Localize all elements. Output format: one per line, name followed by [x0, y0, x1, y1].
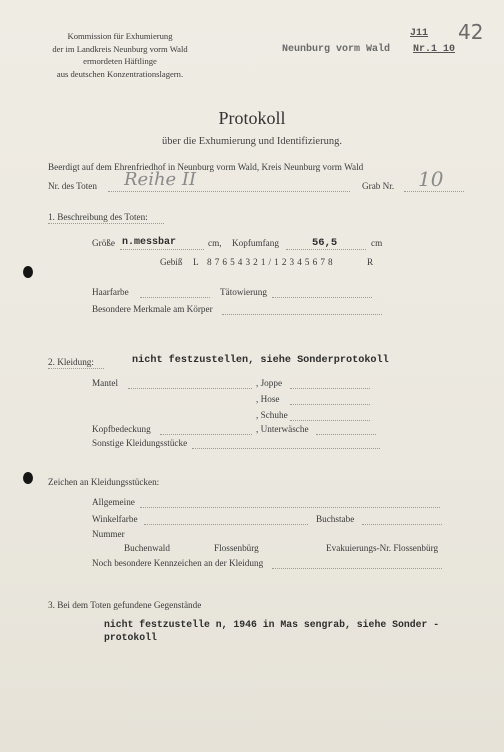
evakuierung-label: Evakuierungs-Nr. Flossenbürg	[326, 543, 439, 553]
grab-label: Grab Nr.	[362, 181, 395, 191]
section3-heading: 3. Bei dem Toten gefundene Gegenstände	[48, 600, 202, 610]
section3-typed-line-2: protokoll	[104, 632, 157, 643]
commission-block	[40, 30, 200, 80]
cm-unit-2: cm	[371, 238, 383, 248]
sonstige-label: Sonstige Kleidungsstücke	[92, 438, 188, 448]
kopfbedeckung-label: Kopfbedeckung	[92, 424, 151, 434]
gebiss-label: Gebiß	[160, 257, 183, 267]
grab-value-handwritten: 10	[418, 167, 444, 191]
document-subtitle: über die Exhumierung und Identifizierung.	[162, 136, 342, 147]
flossenbuerg-label: Flossenbürg	[214, 543, 259, 553]
punch-hole-bottom	[23, 472, 33, 484]
number-typed: Nr.1 10	[413, 44, 456, 55]
zeichen-heading: Zeichen an Kleidungsstücken:	[48, 477, 160, 487]
hose-label: , Hose	[256, 394, 280, 404]
commission-line-4: aus deutschen Konzentrationslagern.	[56, 68, 184, 79]
groesse-value: n.messbar	[122, 237, 177, 248]
nummer-label: Nummer	[92, 529, 125, 539]
allgemeine-label: Allgemeine	[92, 497, 135, 507]
gebiss-numbers: 8 7 6 5 4 3 2 1 / 1 2 3 4 5 6 7 8	[207, 257, 334, 267]
gebiss-right: R	[367, 257, 374, 267]
commission-line-3: ermordeten Häftlinge	[83, 56, 157, 66]
cm-unit-1: cm,	[208, 238, 222, 248]
kopfumfang-value: 56,5	[312, 237, 338, 249]
buchenwald-label: Buchenwald	[124, 543, 170, 553]
mantel-label: Mantel	[92, 378, 119, 388]
buchstabe-label: Buchstabe	[316, 514, 355, 524]
gebiss-left: L	[193, 257, 199, 267]
page-number: 42	[458, 20, 484, 44]
winkelfarbe-label: Winkelfarbe	[92, 514, 138, 524]
joppe-label: , Joppe	[256, 378, 283, 388]
corner-prefix: J11	[410, 28, 429, 39]
commission-line-1: Kommission für Exhumierung	[67, 31, 173, 41]
unterwaesche-label: , Unterwäsche	[256, 424, 309, 434]
commission-line-2: der im Landkreis Neunburg vorm Wald	[52, 43, 188, 54]
noch-label: Noch besondere Kennzeichen an der Kleidung	[92, 558, 264, 568]
kopfumfang-label: Kopfumfang	[232, 238, 279, 248]
section2-typed: nicht festzustellen, siehe Sonderprotokoll	[132, 355, 389, 366]
place-typed: Neunburg vorm Wald	[282, 44, 391, 55]
punch-hole-top	[23, 266, 33, 278]
document-title: Protokoll	[218, 108, 286, 128]
groesse-label: Größe	[92, 238, 115, 248]
haarfarbe-label: Haarfarbe	[92, 287, 129, 297]
section2-heading: 2. Kleidung:	[48, 357, 94, 367]
merkmale-label: Besondere Merkmale am Körper	[92, 304, 213, 314]
taetowierung-label: Tätowierung	[220, 287, 267, 297]
nr-label: Nr. des Toten	[48, 181, 97, 191]
burial-text: Beerdigt auf dem Ehrenfriedhof in Neunburg vorm Wald, Kreis Neunburg vorm Wald	[48, 162, 364, 172]
section1-heading: 1. Beschreibung des Toten:	[48, 212, 148, 222]
schuhe-label: , Schuhe	[256, 410, 288, 420]
section3-typed-line-1: nicht festzustelle n, 1946 in Mas sengrab, siehe Sonder -	[104, 619, 440, 630]
nr-value-handwritten: Reihe II	[124, 169, 197, 190]
